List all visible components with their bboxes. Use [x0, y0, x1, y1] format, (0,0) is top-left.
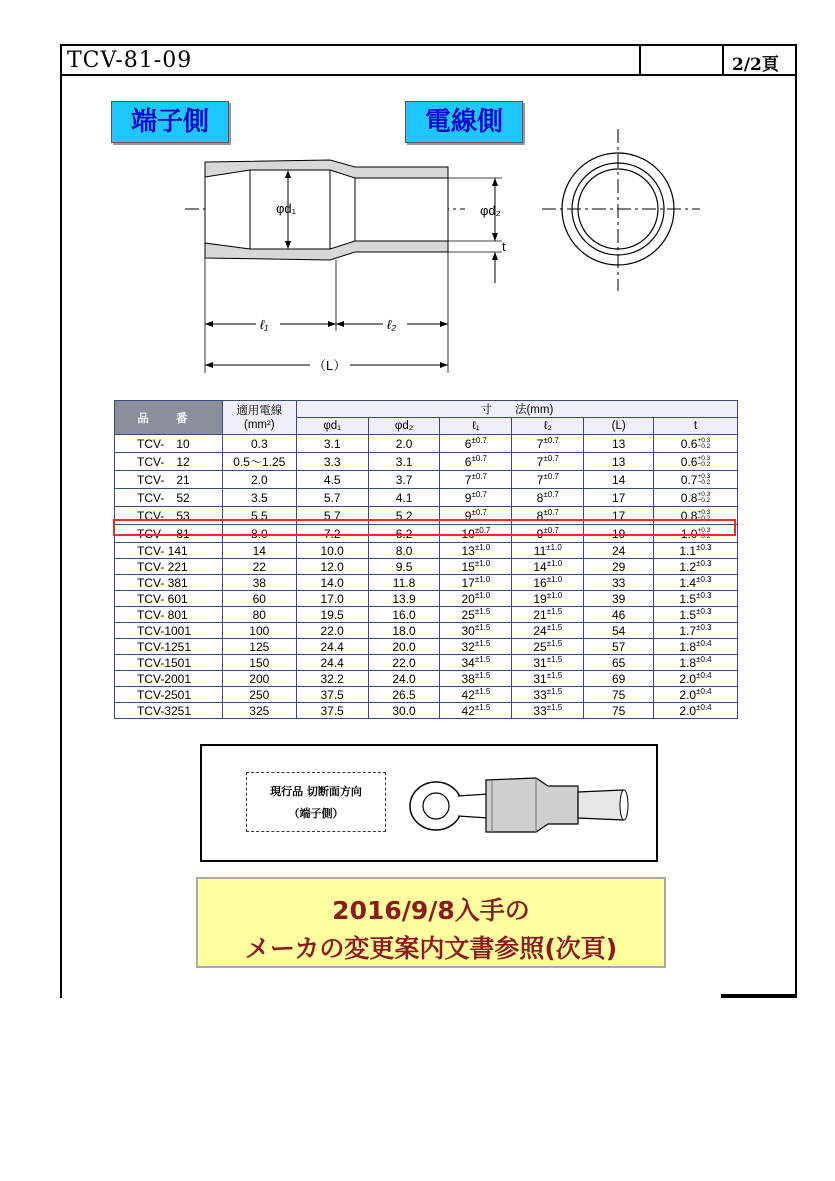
notice-line2: メーカの変更案内文書参照(次頁) [244, 934, 618, 963]
page-border-right [795, 74, 797, 998]
table-cell: 20.0 [368, 639, 440, 655]
table-row [115, 507, 738, 525]
table-cell: TCV-2001 [115, 671, 223, 687]
document-id: TCV-81-09 [67, 48, 193, 73]
table-cell: $1.8^{\pm 0.4}$ [654, 655, 738, 671]
table-cell: 75 [584, 687, 654, 703]
table-cell: 22.0 [368, 655, 440, 671]
table-cell: 0.5～1.25 [222, 453, 296, 471]
table-cell: 18.0 [368, 623, 440, 639]
t-label: t [502, 239, 506, 254]
table-row [115, 435, 738, 453]
table-cell: $31^{\pm 1.5}$ [512, 655, 584, 671]
table-row [115, 607, 738, 623]
notice-box [196, 877, 666, 968]
col-d2: φd₂ [368, 418, 440, 435]
product-note-line1: 現行品 切断面方向 [270, 785, 362, 798]
wire-side-label: 電線側 [405, 101, 523, 143]
table-cell: TCV- 10 [115, 435, 223, 453]
table-cell: 125 [222, 639, 296, 655]
table-cell: $6^{\pm 0.7}$ [440, 435, 512, 453]
table-row [115, 591, 738, 607]
table-cell: 3.1 [296, 435, 368, 453]
table-cell: 0.7+0.3 −0.2 [654, 471, 738, 489]
table-cell: 54 [584, 623, 654, 639]
table-cell: TCV- 221 [115, 559, 223, 575]
spec-table [114, 400, 738, 719]
table-cell: 8.0 [222, 525, 296, 543]
table-cell: 57 [584, 639, 654, 655]
wire-header [222, 401, 296, 435]
table-cell: $25^{\pm 1.5}$ [512, 639, 584, 655]
table-cell: $34^{\pm 1.5}$ [440, 655, 512, 671]
table-cell: 3.3 [296, 453, 368, 471]
table-cell: 3.7 [368, 471, 440, 489]
table-cell: 10.0 [296, 543, 368, 559]
table-cell: 5.5 [222, 507, 296, 525]
table-cell: $33^{\pm 1.5}$ [512, 703, 584, 719]
d1-label: φd₁ [276, 201, 297, 216]
table-cell: 32.2 [296, 671, 368, 687]
table-cell: $1.4^{\pm 0.3}$ [654, 575, 738, 591]
table-cell: 22.0 [296, 623, 368, 639]
table-cell: $7^{\pm 0.7}$ [512, 471, 584, 489]
page-border-left [60, 74, 62, 998]
table-cell: TCV- 381 [115, 575, 223, 591]
table-cell: 46 [584, 607, 654, 623]
sleeve-drawing [150, 115, 710, 380]
table-cell: $21^{\pm 1.5}$ [512, 607, 584, 623]
table-cell: 7.2 [296, 525, 368, 543]
table-cell: $2.0^{\pm 0.4}$ [654, 671, 738, 687]
table-cell: 14 [222, 543, 296, 559]
table-cell: 29 [584, 559, 654, 575]
table-cell: $1.7^{\pm 0.3}$ [654, 623, 738, 639]
table-cell: $17^{\pm 1.0}$ [440, 575, 512, 591]
table-cell: 325 [222, 703, 296, 719]
table-cell: 24.4 [296, 655, 368, 671]
table-row [115, 655, 738, 671]
table-row [115, 559, 738, 575]
table-row [115, 543, 738, 559]
table-cell: $16^{\pm 1.0}$ [512, 575, 584, 591]
table-cell: 13 [584, 453, 654, 471]
table-cell: TCV-1001 [115, 623, 223, 639]
dimension-header: 寸 法(mm) [296, 401, 737, 418]
table-cell: 5.2 [368, 507, 440, 525]
table-row [115, 703, 738, 719]
table-cell: $1.1^{\pm 0.3}$ [654, 543, 738, 559]
table-row [115, 575, 738, 591]
table-cell: $14^{\pm 1.0}$ [512, 559, 584, 575]
table-cell: 26.5 [368, 687, 440, 703]
table-cell: 80 [222, 607, 296, 623]
table-cell: 0.8+0.3 −0.2 [654, 489, 738, 507]
product-image-box [200, 744, 658, 862]
table-cell: 38 [222, 575, 296, 591]
table-cell: 65 [584, 655, 654, 671]
table-cell: 14 [584, 471, 654, 489]
table-cell: 16.0 [368, 607, 440, 623]
table-cell: $42^{\pm 1.5}$ [440, 687, 512, 703]
table-row [115, 489, 738, 507]
table-cell: $38^{\pm 1.5}$ [440, 671, 512, 687]
table-cell: $11^{\pm 1.0}$ [512, 543, 584, 559]
table-cell: $9^{\pm 0.7}$ [440, 489, 512, 507]
table-cell: 2.0 [368, 435, 440, 453]
table-cell: 0.6+0.3 −0.2 [654, 435, 738, 453]
product-note-box [246, 772, 386, 832]
table-cell: 19.5 [296, 607, 368, 623]
table-cell: TCV- 21 [115, 471, 223, 489]
notice-line1: 2016/9/8入手の [332, 896, 530, 925]
table-cell: TCV-1501 [115, 655, 223, 671]
product-note-line2: （端子側） [288, 807, 344, 820]
table-cell: 0.8+0.3 −0.2 [654, 507, 738, 525]
table-cell: 19 [584, 525, 654, 543]
table-cell: 150 [222, 655, 296, 671]
table-cell: 69 [584, 671, 654, 687]
wire-unit-text: (mm²) [243, 418, 275, 431]
table-cell: 37.5 [296, 703, 368, 719]
table-cell: TCV- 601 [115, 591, 223, 607]
table-row [115, 639, 738, 655]
table-cell: TCV-2501 [115, 687, 223, 703]
table-cell: 8.0 [368, 543, 440, 559]
table-cell: $31^{\pm 1.5}$ [512, 671, 584, 687]
table-row [115, 671, 738, 687]
table-cell: 9.5 [368, 559, 440, 575]
table-cell: 5.7 [296, 507, 368, 525]
table-cell: $8^{\pm 0.7}$ [512, 507, 584, 525]
L-label: （L） [313, 358, 347, 373]
table-cell: TCV- 141 [115, 543, 223, 559]
table-cell: 24.0 [368, 671, 440, 687]
table-cell: 250 [222, 687, 296, 703]
table-cell: 0.6+0.3 −0.2 [654, 453, 738, 471]
table-cell: 22 [222, 559, 296, 575]
table-cell: $7^{\pm 0.7}$ [440, 471, 512, 489]
table-cell: $20^{\pm 1.0}$ [440, 591, 512, 607]
col-l1: ℓ₁ [440, 418, 512, 435]
terminal-side-label: 端子側 [111, 101, 229, 143]
table-cell: TCV- 52 [115, 489, 223, 507]
table-cell: 17 [584, 489, 654, 507]
table-row [115, 687, 738, 703]
table-cell: 200 [222, 671, 296, 687]
table-cell: $1.2^{\pm 0.3}$ [654, 559, 738, 575]
header-divider [722, 46, 724, 74]
table-cell: 11.8 [368, 575, 440, 591]
table-cell: $33^{\pm 1.5}$ [512, 687, 584, 703]
table-cell: $2.0^{\pm 0.4}$ [654, 687, 738, 703]
table-cell: TCV- 12 [115, 453, 223, 471]
table-cell: 60 [222, 591, 296, 607]
table-cell: $24^{\pm 1.5}$ [512, 623, 584, 639]
table-cell: $2.0^{\pm 0.4}$ [654, 703, 738, 719]
table-row [115, 453, 738, 471]
table-cell: $10^{\pm 0.7}$ [440, 525, 512, 543]
page-number: 2/2頁 [732, 55, 779, 75]
table-cell: 100 [222, 623, 296, 639]
table-cell: $1.8^{\pm 0.4}$ [654, 639, 738, 655]
col-d1: φd₁ [296, 418, 368, 435]
table-cell: 6.2 [368, 525, 440, 543]
table-cell: 13.9 [368, 591, 440, 607]
wire-header-text: 適用電線 [236, 404, 283, 417]
table-cell: $30^{\pm 1.5}$ [440, 623, 512, 639]
table-cell: $7^{\pm 0.7}$ [512, 435, 584, 453]
table-cell: 3.1 [368, 453, 440, 471]
table-cell: $32^{\pm 1.5}$ [440, 639, 512, 655]
table-cell: 17.0 [296, 591, 368, 607]
table-cell: $7^{\pm 0.7}$ [512, 453, 584, 471]
col-l2: ℓ₂ [512, 418, 584, 435]
table-cell: $15^{\pm 1.0}$ [440, 559, 512, 575]
table-cell: 4.1 [368, 489, 440, 507]
table-cell: 4.5 [296, 471, 368, 489]
table-cell: 24.4 [296, 639, 368, 655]
table-cell: $1.5^{\pm 0.3}$ [654, 607, 738, 623]
table-cell: 33 [584, 575, 654, 591]
table-cell: $9^{\pm 0.7}$ [440, 507, 512, 525]
table-row [115, 471, 738, 489]
table-cell: $25^{\pm 1.5}$ [440, 607, 512, 623]
col-L: (L) [584, 418, 654, 435]
table-cell: 17 [584, 507, 654, 525]
table-row [115, 623, 738, 639]
d2-label: φd₂ [480, 203, 501, 218]
table-cell: 13 [584, 435, 654, 453]
table-cell: 75 [584, 703, 654, 719]
l2-label: ℓ₂ [387, 317, 397, 332]
table-cell: 1.0+0.3 −0.2 [654, 525, 738, 543]
table-cell: 14.0 [296, 575, 368, 591]
header-bar [60, 44, 797, 76]
table-cell: TCV-3251 [115, 703, 223, 719]
table-cell: $9^{\pm 0.7}$ [512, 525, 584, 543]
table-cell: 39 [584, 591, 654, 607]
terminal-sleeve-illustration [408, 766, 638, 846]
table-cell: $42^{\pm 1.5}$ [440, 703, 512, 719]
table-cell: $1.5^{\pm 0.3}$ [654, 591, 738, 607]
page-border-bottom [721, 994, 797, 998]
table-cell: 30.0 [368, 703, 440, 719]
table-cell: TCV-1251 [115, 639, 223, 655]
table-cell: $6^{\pm 0.7}$ [440, 453, 512, 471]
header-divider [639, 46, 641, 74]
table-cell: 2.0 [222, 471, 296, 489]
table-cell: TCV- 53 [115, 507, 223, 525]
table-cell: 24 [584, 543, 654, 559]
table-cell: 12.0 [296, 559, 368, 575]
table-cell: 5.7 [296, 489, 368, 507]
table-cell: TCV- 801 [115, 607, 223, 623]
part-number-header: 品 番 [115, 401, 223, 435]
table-row [115, 525, 738, 543]
table-cell: 37.5 [296, 687, 368, 703]
l1-label: ℓ₁ [260, 317, 269, 332]
table-cell: 0.3 [222, 435, 296, 453]
table-cell: 3.5 [222, 489, 296, 507]
table-cell: $8^{\pm 0.7}$ [512, 489, 584, 507]
table-cell: $13^{\pm 1.0}$ [440, 543, 512, 559]
col-t: t [654, 418, 738, 435]
table-cell: $19^{\pm 1.0}$ [512, 591, 584, 607]
table-cell: TCV- 81 [115, 525, 223, 543]
